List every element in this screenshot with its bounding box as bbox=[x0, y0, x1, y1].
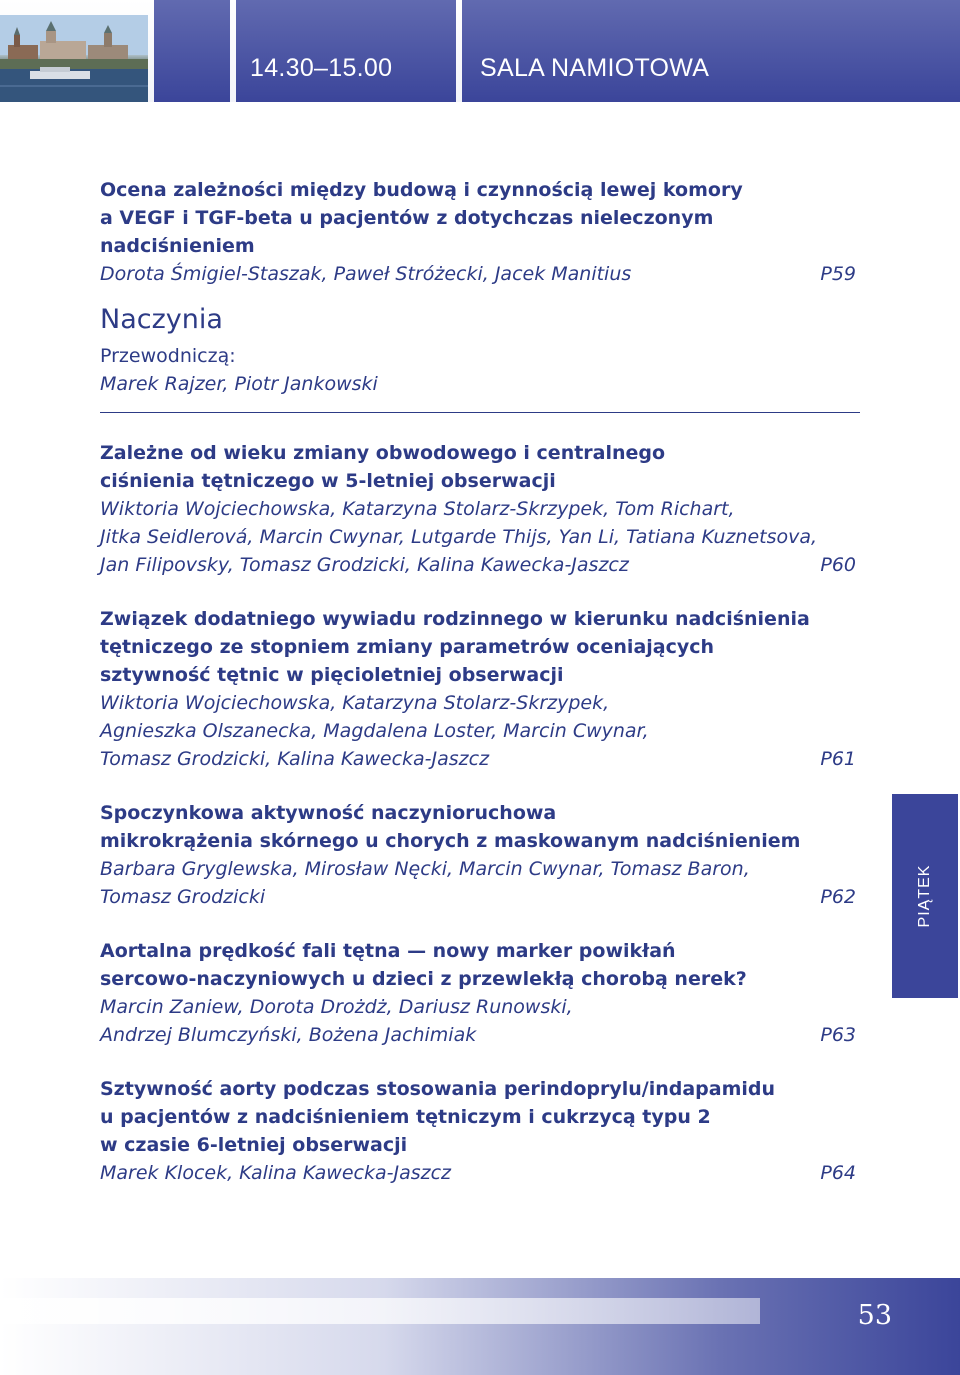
entry-title-line: mikrokrążenia skórnego u chorych z maskowanym nadciśnieniem bbox=[100, 830, 801, 852]
entry-author-row bbox=[100, 1159, 860, 1187]
program-entry bbox=[100, 439, 860, 579]
entry-title-line: tętniczego ze stopniem zmiany parametrów oceniających bbox=[100, 636, 715, 658]
program-entry bbox=[100, 605, 860, 773]
entry-author-row bbox=[100, 1021, 860, 1049]
entry-title-line: w czasie 6-letniej obserwacji bbox=[100, 1134, 408, 1156]
entry-title-line: Związek dodatniego wywiadu rodzinnego w kierunku nadciśnienia bbox=[100, 608, 810, 630]
header-block-left bbox=[154, 0, 230, 102]
chair-label: Przewodniczą: bbox=[100, 345, 236, 367]
page-footer bbox=[0, 1278, 960, 1375]
entry-authors: Marek Klocek, Kalina Kawecka-Jaszcz bbox=[100, 1162, 452, 1184]
entry-authors: Dorota Śmigiel-Staszak, Paweł Stróżecki, Jacek Manitius bbox=[100, 263, 632, 285]
entry-authors: Wiktoria Wojciechowska, Katarzyna Stolarz-Skrzypek, Tom Richart, bbox=[100, 498, 735, 520]
entry-authors: Tomasz Grodzicki bbox=[100, 886, 266, 908]
entry-authors: Jitka Seidlerová, Marcin Cwynar, Lutgarde Thijs, Yan Li, Tatiana Kuznetsova, bbox=[100, 526, 818, 548]
session-room: SALA NAMIOTOWA bbox=[480, 54, 710, 82]
entry-title-line: sztywność tętnic w pięcioletniej obserwacji bbox=[100, 664, 564, 686]
day-side-tab bbox=[892, 794, 958, 998]
poster-code: P59 bbox=[820, 263, 856, 285]
page-header bbox=[0, 0, 960, 102]
entry-title-line: Aortalna prędkość fali tętna — nowy marker powikłań bbox=[100, 940, 676, 962]
entry-authors: Agnieszka Olszanecka, Magdalena Loster, Marcin Cwynar, bbox=[100, 720, 649, 742]
program-entry bbox=[100, 1075, 860, 1187]
footer-stripe bbox=[0, 1298, 760, 1324]
entry-authors: Andrzej Blumczyński, Bożena Jachimiak bbox=[100, 1024, 477, 1046]
entry-title-line: a VEGF i TGF-beta u pacjentów z dotychczas nieleczonym bbox=[100, 207, 714, 229]
program-entry bbox=[100, 937, 860, 1049]
chair-names: Marek Rajzer, Piotr Jankowski bbox=[100, 373, 378, 395]
entry-title-line: Zależne od wieku zmiany obwodowego i centralnego bbox=[100, 442, 666, 464]
poster-code: P64 bbox=[820, 1162, 856, 1184]
program-entry bbox=[100, 799, 860, 911]
poster-code: P62 bbox=[820, 886, 856, 908]
entry-title-line: sercowo-naczyniowych u dzieci z przewlekłą chorobą nerek? bbox=[100, 968, 747, 990]
session-time: 14.30–15.00 bbox=[250, 54, 393, 82]
entry-author-row bbox=[100, 260, 860, 288]
entry-authors: Barbara Gryglewska, Mirosław Nęcki, Marcin Cwynar, Tomasz Baron, bbox=[100, 858, 750, 880]
header-block-room bbox=[462, 0, 960, 102]
poster-code: P61 bbox=[820, 748, 856, 770]
header-block-time bbox=[236, 0, 456, 102]
program-content bbox=[100, 176, 860, 1213]
entry-title-line: nadciśnieniem bbox=[100, 235, 255, 257]
entry-author-row bbox=[100, 551, 860, 579]
poster-code: P60 bbox=[820, 554, 856, 576]
entry-authors: Wiktoria Wojciechowska, Katarzyna Stolarz-Skrzypek, bbox=[100, 692, 610, 714]
city-photo-drawing bbox=[0, 15, 148, 102]
section-divider bbox=[100, 412, 860, 413]
section-title: Naczynia bbox=[100, 304, 223, 335]
entry-title-line: Ocena zależności między budową i czynnością lewej komory bbox=[100, 179, 743, 201]
entry-title-line: Sztywność aorty podczas stosowania perindoprylu/indapamidu bbox=[100, 1078, 776, 1100]
poster-code: P63 bbox=[820, 1024, 856, 1046]
entry-authors: Jan Filipovsky, Tomasz Grodzicki, Kalina Kawecka-Jaszcz bbox=[100, 554, 629, 576]
entry-title-line: Spoczynkowa aktywność naczynioruchowa bbox=[100, 802, 557, 824]
entry-author-row bbox=[100, 745, 860, 773]
entry-title-line: u pacjentów z nadciśnieniem tętniczym i cukrzycą typu 2 bbox=[100, 1106, 711, 1128]
day-label: PIĄTEK bbox=[916, 864, 933, 928]
program-entry bbox=[100, 176, 860, 288]
entry-authors: Tomasz Grodzicki, Kalina Kawecka-Jaszcz bbox=[100, 748, 490, 770]
city-photo bbox=[0, 15, 148, 102]
page-number: 53 bbox=[857, 1300, 892, 1331]
entry-title-line: ciśnienia tętniczego w 5-letniej obserwacji bbox=[100, 470, 556, 492]
entry-author-row bbox=[100, 883, 860, 911]
entry-authors: Marcin Zaniew, Dorota Drożdż, Dariusz Runowski, bbox=[100, 996, 573, 1018]
